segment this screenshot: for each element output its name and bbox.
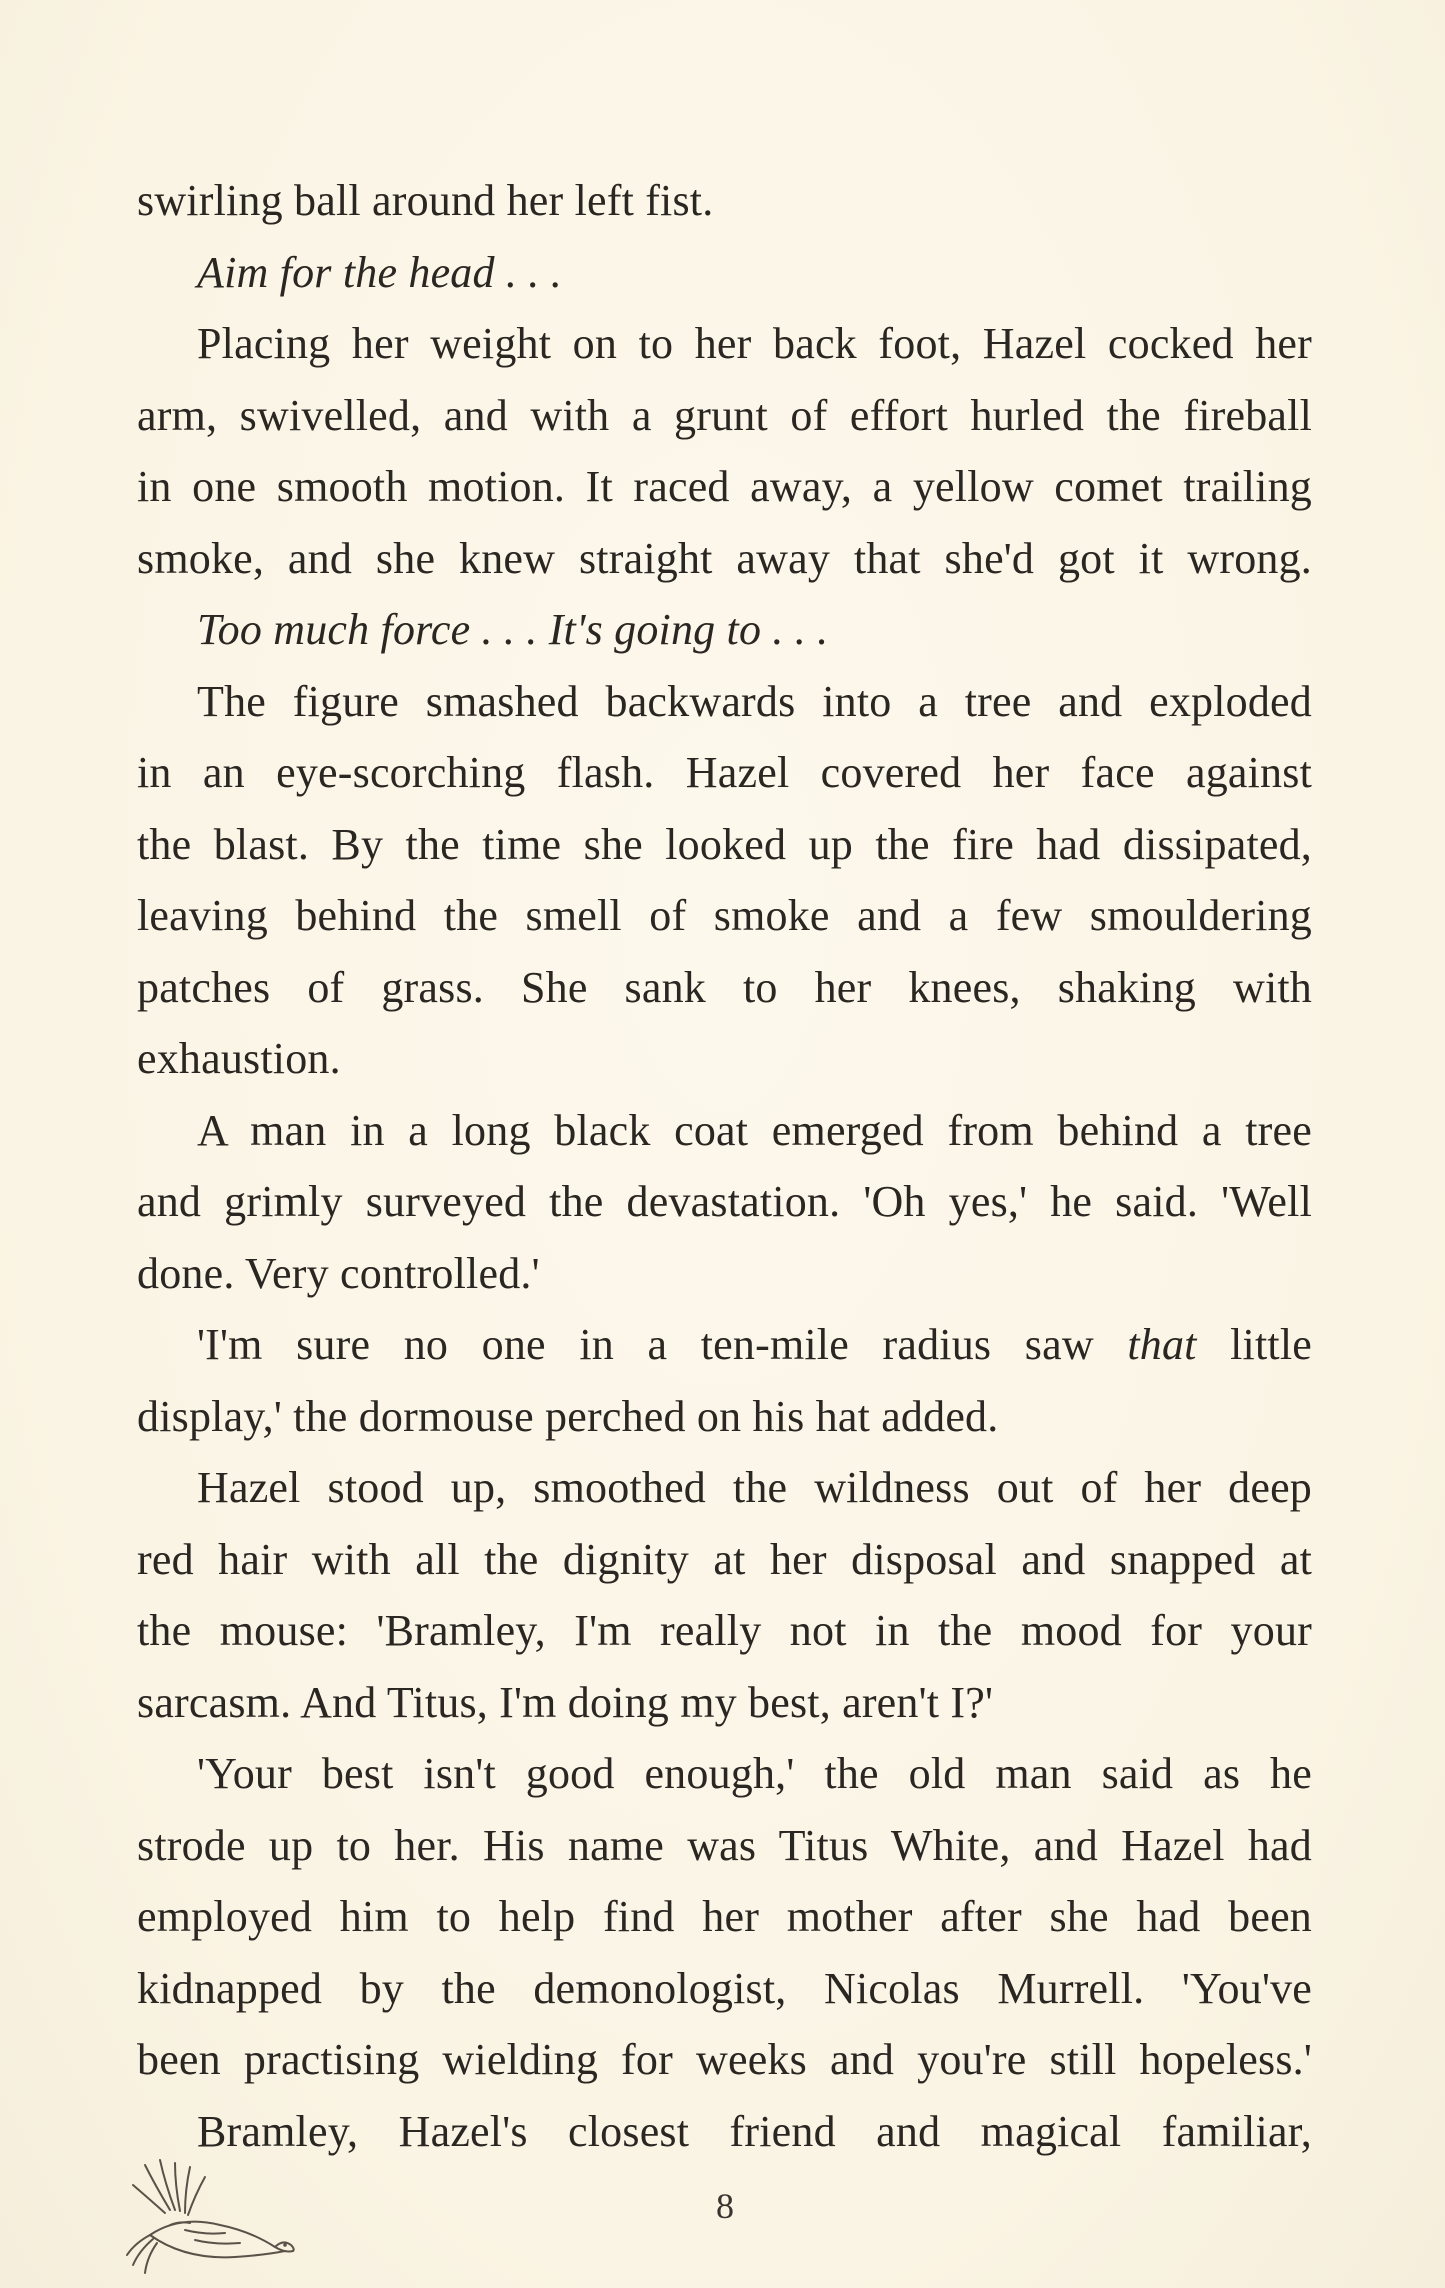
text-line: swirling ball around her left fist. <box>137 176 714 225</box>
text-line: kidnapped by the demonologist, Nicolas Murrell. 'You've <box>137 1963 1312 2013</box>
text-line: Aim for the head . . . <box>197 247 562 297</box>
text-line: employed him to help find her mother after she had been <box>137 1892 1312 1941</box>
text-line: smoke, and she knew straight away that she'd got it wrong. <box>137 533 1312 583</box>
text-line: Too much force . . . It's going to . . . <box>197 605 829 654</box>
text-line: done. Very controlled.' <box>137 1248 540 1298</box>
text-line: Hazel stood up, smoothed the wildness out of her deep <box>197 1463 1312 1512</box>
text-segment: 'I'm sure no one in a ten-mile radius saw <box>197 1320 1128 1369</box>
text-line: 'Your best isn't good enough,' the old man said as he <box>197 1749 1312 1798</box>
text-line: strode up to her. His name was Titus White, and Hazel had <box>137 1820 1312 1870</box>
text-line: red hair with all the dignity at her disposal and snapped at <box>137 1534 1312 1584</box>
text-line: leaving behind the smell of smoke and a few smouldering <box>137 891 1312 940</box>
text-line: patches of grass. She sank to her knees, shaking with <box>137 962 1312 1012</box>
text-line: Placing her weight on to her back foot, Hazel cocked her <box>197 319 1312 368</box>
text-line: A man in a long black coat emerged from behind a tree <box>197 1105 1312 1155</box>
text-line: in an eye-scorching flash. Hazel covered her face against <box>137 748 1312 797</box>
text-line: been practising wielding for weeks and you're still hopeless.' <box>137 2035 1312 2084</box>
text-line: in one smooth motion. It raced away, a yellow comet trailing <box>137 462 1312 511</box>
text-line: sarcasm. And Titus, I'm doing my best, aren't I?' <box>137 1677 994 1727</box>
bird-icon <box>125 2155 300 2285</box>
text-line: The figure smashed backwards into a tree and exploded <box>197 676 1312 726</box>
text-segment: little <box>1196 1320 1312 1369</box>
body-text <box>137 165 1312 2167</box>
text-line: the blast. By the time she looked up the fire had dissipated, <box>137 819 1312 869</box>
text-line: display,' the dormouse perched on his hat added. <box>137 1391 999 1441</box>
text-line: and grimly surveyed the devastation. 'Oh yes,' he said. 'Well <box>137 1177 1312 1226</box>
emphasis-text: that <box>1127 1320 1197 1369</box>
text-line <box>137 1309 1312 1381</box>
text-line: Bramley, Hazel's closest friend and magical familiar, <box>197 2106 1312 2156</box>
text-line: arm, swivelled, and with a grunt of effort hurled the fireball <box>137 390 1312 440</box>
text-line: the mouse: 'Bramley, I'm really not in the mood for your <box>137 1606 1312 1655</box>
page-number: 8 <box>716 2186 734 2226</box>
text-line: exhaustion. <box>137 1034 341 1083</box>
